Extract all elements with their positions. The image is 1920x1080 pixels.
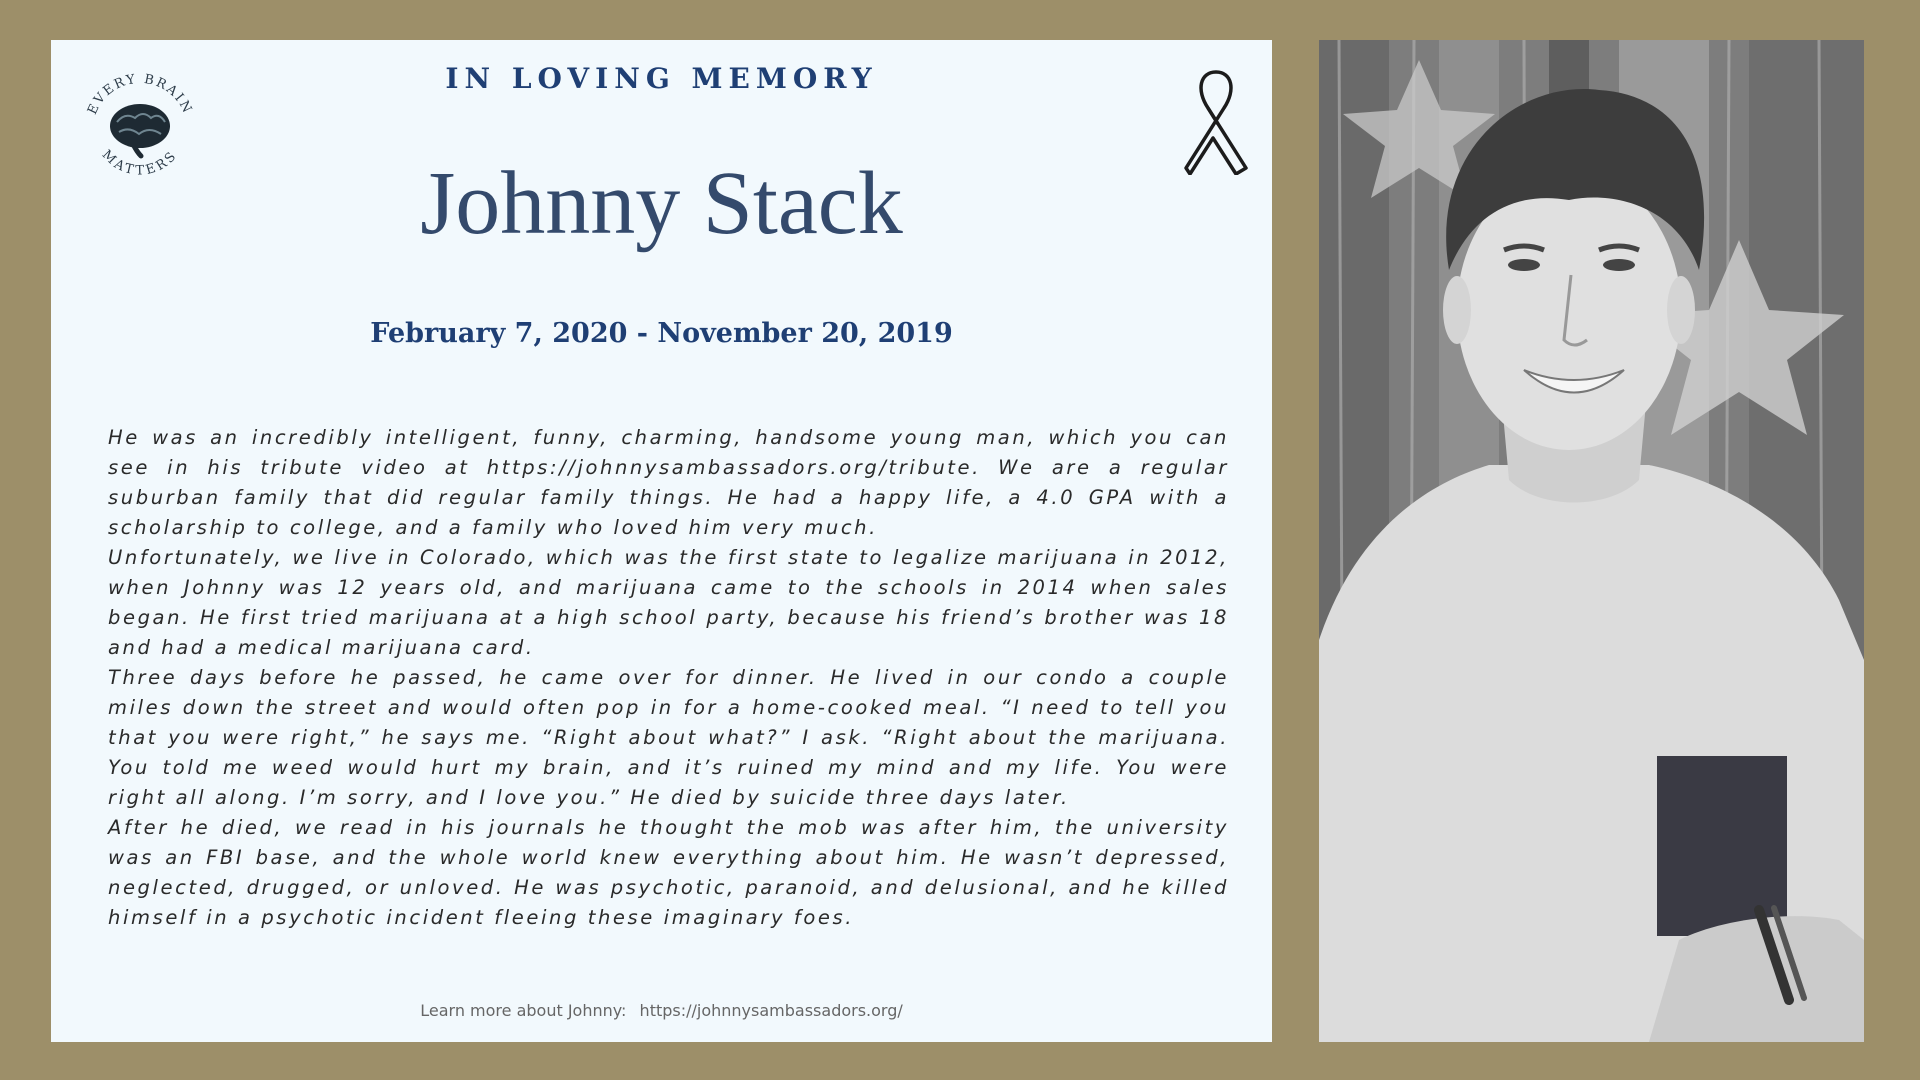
life-dates: February 7, 2020 - November 20, 2019 [370, 318, 953, 349]
tribute-paragraph: He was an incredibly intelligent, funny, charming, handsome young man, which you can see in his tribute video at https://johnnysambassadors.org/tribute. We are a regular suburban family that did regular family things. He had a happy life, a 4.0 GPA with a scholarship to college, and a family who loved him very much. [108, 426, 1229, 539]
tribute-paragraph: After he died, we read in his journals he thought the mob was after him, the university was an FBI base, and the whole world knew everything about him. He wasn’t depressed, neglected, drugged, or unloved. He was psychotic, paranoid, and delusional, and he killed himself in a psychotic incident fleeing these imaginary foes. [108, 816, 1229, 929]
logo-text-top: EVERY BRAIN [85, 71, 195, 118]
portrait-photo [1319, 40, 1864, 1042]
person-name: Johnny Stack [420, 154, 903, 253]
in-loving-memory-heading: IN LOVING MEMORY [445, 62, 878, 95]
memorial-card [51, 40, 1272, 1042]
footer-learn-more [51, 1001, 1272, 1020]
awareness-ribbon-icon [1166, 60, 1261, 175]
logo-text-bottom: MATTERS [98, 147, 182, 179]
tribute-paragraph: Three days before he passed, he came over for dinner. He lived in our condo a couple miles down the street and would often pop in for a home-cooked meal. “I need to tell you that you were right,” he says me. “Right about what?” I ask. “Right about the marijuana. You told me weed would hurt my brain, and it’s ruined my mind and my life. You were right all along. I’m sorry, and I love you.” He died by suicide three days later. [108, 666, 1229, 809]
tribute-text [108, 423, 1229, 933]
tribute-paragraph: Unfortunately, we live in Colorado, which was the first state to legalize marijuana in 2012, when Johnny was 12 years old, and marijuana came to the schools in 2014 when sales began. He first tried marijuana at a high school party, because his friend’s brother was 18 and had a medical marijuana card. [108, 546, 1229, 659]
brain-icon [110, 104, 170, 156]
footer-label: Learn more about Johnny: [420, 1001, 627, 1020]
footer-link[interactable]: https://johnnysambassadors.org/ [639, 1001, 903, 1020]
